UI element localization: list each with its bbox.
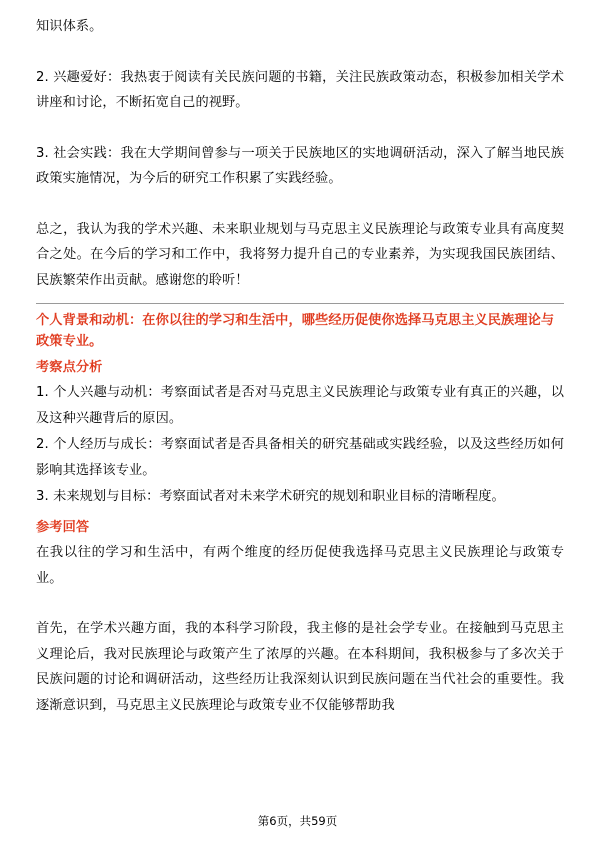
analysis-item: 3. 未来规划与目标：考察面试者对未来学术研究的规划和职业目标的清晰程度。 xyxy=(36,489,505,504)
page-number: 第6页，共59页 xyxy=(257,814,338,828)
spacer xyxy=(36,591,564,616)
page-content xyxy=(36,14,564,718)
analysis-item: 1. 个人兴趣与动机：考察面试者是否对马克思主义民族理论与政策专业有真正的兴趣，以及这种兴趣背后的原因。 xyxy=(36,385,564,426)
practice-paragraph: 3. 社会实践：我在大学期间曾参与一项关于民族地区的实地调研活动，深入了解当地民族政策实施情况，为今后的研究工作积累了实践经验。 xyxy=(36,145,564,186)
analysis-heading: 考察点分析 xyxy=(36,360,103,375)
hobby-paragraph: 2. 兴趣爱好：我热衷于阅读有关民族问题的书籍，关注民族政策动态，积极参加相关学术讲座和讨论，不断拓宽自己的视野。 xyxy=(36,69,564,110)
spacer xyxy=(36,192,564,217)
answer-intro: 在我以往的学习和生活中，有两个维度的经历促使我选择马克思主义民族理论与政策专业。 xyxy=(36,545,564,586)
continuation-text: 知识体系。 xyxy=(36,19,103,34)
analysis-item: 2. 个人经历与成长：考察面试者是否具备相关的研究基础或实践经验，以及这些经历如何影响其选择该专业。 xyxy=(36,437,564,478)
answer-body: 首先，在学术兴趣方面，我的本科学习阶段，我主修的是社会学专业。在接触到马克思主义理论后，我对民族理论与政策产生了浓厚的兴趣。在本科期间，我积极参与了多次关于民族问题的讨论和调研活动，这些经历让我深刻认识到民族问题在当代社会的重要性。我逐渐意识到，马克思主义民族理论与政策专业不仅能够帮助我 xyxy=(36,621,564,713)
conclusion-paragraph: 总之，我认为我的学术兴趣、未来职业规划与马克思主义民族理论与政策专业具有高度契合之处。在今后的学习和工作中，我将努力提升自己的专业素养，为实现我国民族团结、民族繁荣作出贡献。感谢您的聆听！ xyxy=(36,221,564,288)
spacer xyxy=(36,40,564,65)
answer-heading: 参考回答 xyxy=(36,520,90,535)
section-divider xyxy=(36,303,564,304)
spacer xyxy=(36,116,564,141)
interview-question: 个人背景和动机：在你以往的学习和生活中，哪些经历促使你选择马克思主义民族理论与政策专业。 xyxy=(36,313,555,349)
